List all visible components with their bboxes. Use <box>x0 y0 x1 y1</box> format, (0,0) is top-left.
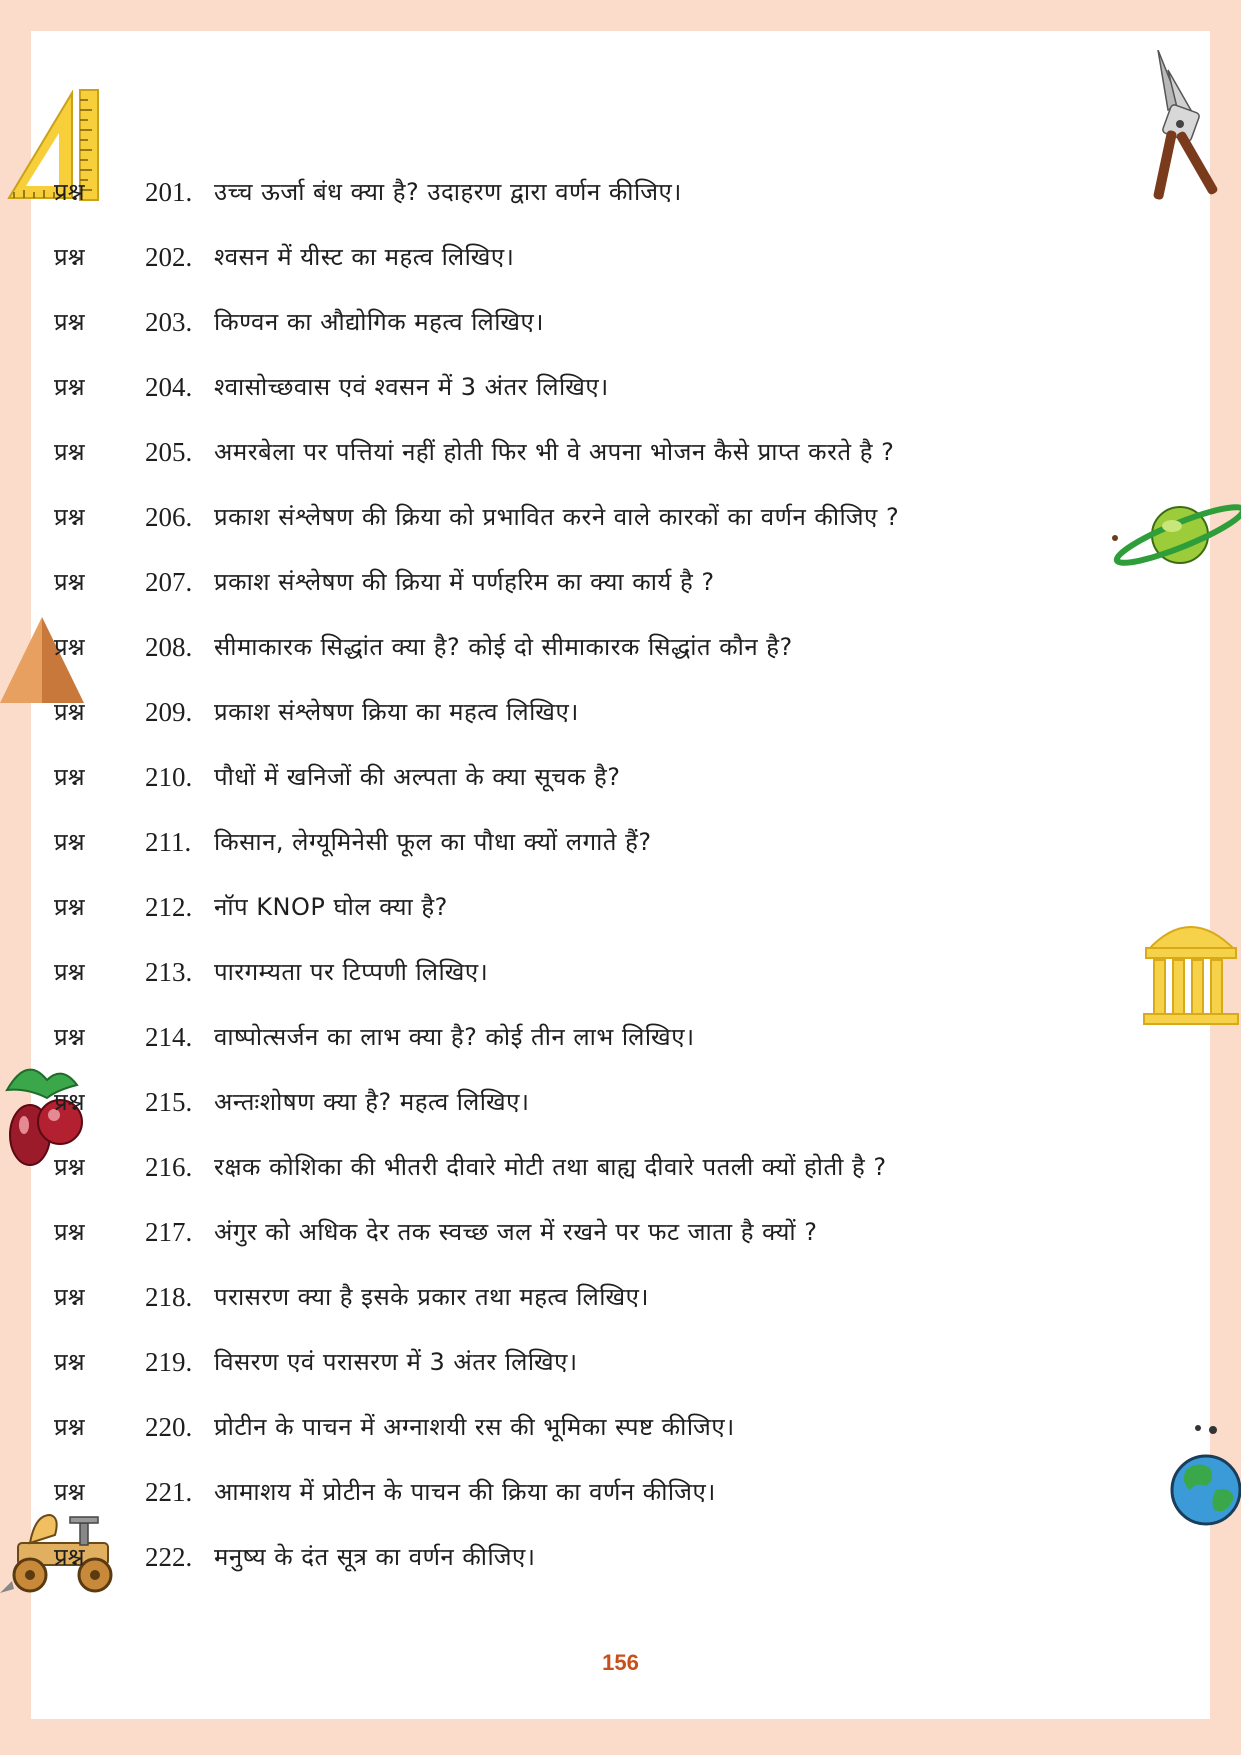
question-prefix: प्रश्न <box>54 568 85 596</box>
question-number: 204. <box>145 372 193 402</box>
question-text: प्रकाश संश्लेषण की क्रिया में पर्णहरिम का क्या कार्य है ? <box>214 568 715 596</box>
question-row <box>0 237 1179 277</box>
question-text: पौधों में खनिजों की अल्पता के क्या सूचक है? <box>214 763 621 791</box>
question-prefix: प्रश्न <box>54 1218 85 1246</box>
question-row <box>0 757 1179 797</box>
question-text: सीमाकारक सिद्धांत क्या है? कोई दो सीमाकारक सिद्धांत कौन है? <box>214 633 793 661</box>
question-row <box>0 952 1179 992</box>
question-number: 202. <box>145 242 193 272</box>
question-row <box>0 562 1179 602</box>
question-row <box>0 1017 1179 1057</box>
question-prefix: प्रश्न <box>54 1348 85 1376</box>
question-text: रक्षक कोशिका की भीतरी दीवारे मोटी तथा बाह्य दीवारे पतली क्यों होती है ? <box>214 1153 887 1181</box>
question-number: 216. <box>145 1152 193 1182</box>
question-row <box>0 822 1179 862</box>
question-row <box>0 1212 1179 1252</box>
question-text: नॉप KNOP घोल क्या है? <box>214 893 448 921</box>
question-text: अमरबेला पर पत्तियां नहीं होती फिर भी वे अपना भोजन कैसे प्राप्त करते है ? <box>214 438 895 466</box>
question-prefix: प्रश्न <box>54 1283 85 1311</box>
question-number: 205. <box>145 437 193 467</box>
question-number: 209. <box>145 697 193 727</box>
question-text: प्रकाश संश्लेषण क्रिया का महत्व लिखिए। <box>214 698 579 726</box>
question-row <box>0 627 1179 667</box>
question-prefix: प्रश्न <box>54 1413 85 1441</box>
question-number: 212. <box>145 892 193 922</box>
page-number: 156 <box>602 1650 639 1675</box>
question-row <box>0 1407 1179 1447</box>
question-prefix: प्रश्न <box>54 698 85 726</box>
question-prefix: प्रश्न <box>54 763 85 791</box>
question-prefix: प्रश्न <box>54 1478 85 1506</box>
question-text: मनुष्य के दंत सूत्र का वर्णन कीजिए। <box>214 1543 536 1571</box>
question-prefix: प्रश्न <box>54 243 85 271</box>
question-prefix: प्रश्न <box>54 1088 85 1116</box>
question-row <box>0 692 1179 732</box>
question-prefix: प्रश्न <box>54 893 85 921</box>
question-text: श्वासोच्छवास एवं श्वसन में 3 अंतर लिखिए। <box>214 373 609 401</box>
question-text: श्वसन में यीस्ट का महत्व लिखिए। <box>214 243 515 271</box>
question-text: प्रोटीन के पाचन में अग्नाशयी रस की भूमिका स्पष्ट कीजिए। <box>214 1413 735 1441</box>
question-number: 219. <box>145 1347 193 1377</box>
question-text: उच्च ऊर्जा बंध क्या है? उदाहरण द्वारा वर्णन कीजिए। <box>214 178 682 206</box>
question-prefix: प्रश्न <box>54 438 85 466</box>
question-row <box>0 302 1179 342</box>
question-row <box>0 1537 1179 1577</box>
question-number: 222. <box>145 1542 193 1572</box>
question-row <box>0 367 1179 407</box>
question-number: 215. <box>145 1087 193 1117</box>
question-number: 213. <box>145 957 193 987</box>
question-prefix: प्रश्न <box>54 1153 85 1181</box>
question-row <box>0 1277 1179 1317</box>
question-text: विसरण एवं परासरण में 3 अंतर लिखिए। <box>214 1348 578 1376</box>
question-number: 218. <box>145 1282 193 1312</box>
question-row <box>0 497 1179 537</box>
question-row <box>0 1082 1179 1122</box>
question-number: 214. <box>145 1022 193 1052</box>
question-row <box>0 887 1179 927</box>
question-number: 217. <box>145 1217 193 1247</box>
question-prefix: प्रश्न <box>54 1543 85 1571</box>
question-text: प्रकाश संश्लेषण की क्रिया को प्रभावित करने वाले कारकों का वर्णन कीजिए ? <box>214 503 900 531</box>
question-number: 206. <box>145 502 193 532</box>
question-number: 201. <box>145 177 193 207</box>
question-number: 207. <box>145 567 193 597</box>
question-number: 211. <box>145 827 192 857</box>
question-prefix: प्रश्न <box>54 828 85 856</box>
question-text: अंगुर को अधिक देर तक स्वच्छ जल में रखने पर फट जाता है क्यों ? <box>214 1218 818 1246</box>
question-prefix: प्रश्न <box>54 633 85 661</box>
question-prefix: प्रश्न <box>54 178 85 206</box>
question-text: आमाशय में प्रोटीन के पाचन की क्रिया का वर्णन कीजिए। <box>214 1478 716 1506</box>
question-prefix: प्रश्न <box>54 958 85 986</box>
question-prefix: प्रश्न <box>54 503 85 531</box>
question-prefix: प्रश्न <box>54 373 85 401</box>
question-text: किण्वन का औद्योगिक महत्व लिखिए। <box>214 308 544 336</box>
question-prefix: प्रश्न <box>54 1023 85 1051</box>
question-text: पारगम्यता पर टिप्पणी लिखिए। <box>214 958 489 986</box>
question-number: 203. <box>145 307 193 337</box>
question-number: 208. <box>145 632 193 662</box>
question-number: 221. <box>145 1477 193 1507</box>
question-number: 220. <box>145 1412 193 1442</box>
question-number: 210. <box>145 762 193 792</box>
question-row <box>0 172 1179 212</box>
question-row <box>0 432 1179 472</box>
question-row <box>0 1342 1179 1382</box>
question-prefix: प्रश्न <box>54 308 85 336</box>
question-text: वाष्पोत्सर्जन का लाभ क्या है? कोई तीन लाभ लिखिए। <box>214 1023 695 1051</box>
question-row <box>0 1472 1179 1512</box>
question-text: किसान, लेग्यूमिनेसी फूल का पौधा क्यों लगाते हैं? <box>214 828 652 856</box>
question-text: अन्तःशोषण क्या है? महत्व लिखिए। <box>214 1088 530 1116</box>
question-row <box>0 1147 1179 1187</box>
question-text: परासरण क्या है इसके प्रकार तथा महत्व लिखिए। <box>214 1283 649 1311</box>
